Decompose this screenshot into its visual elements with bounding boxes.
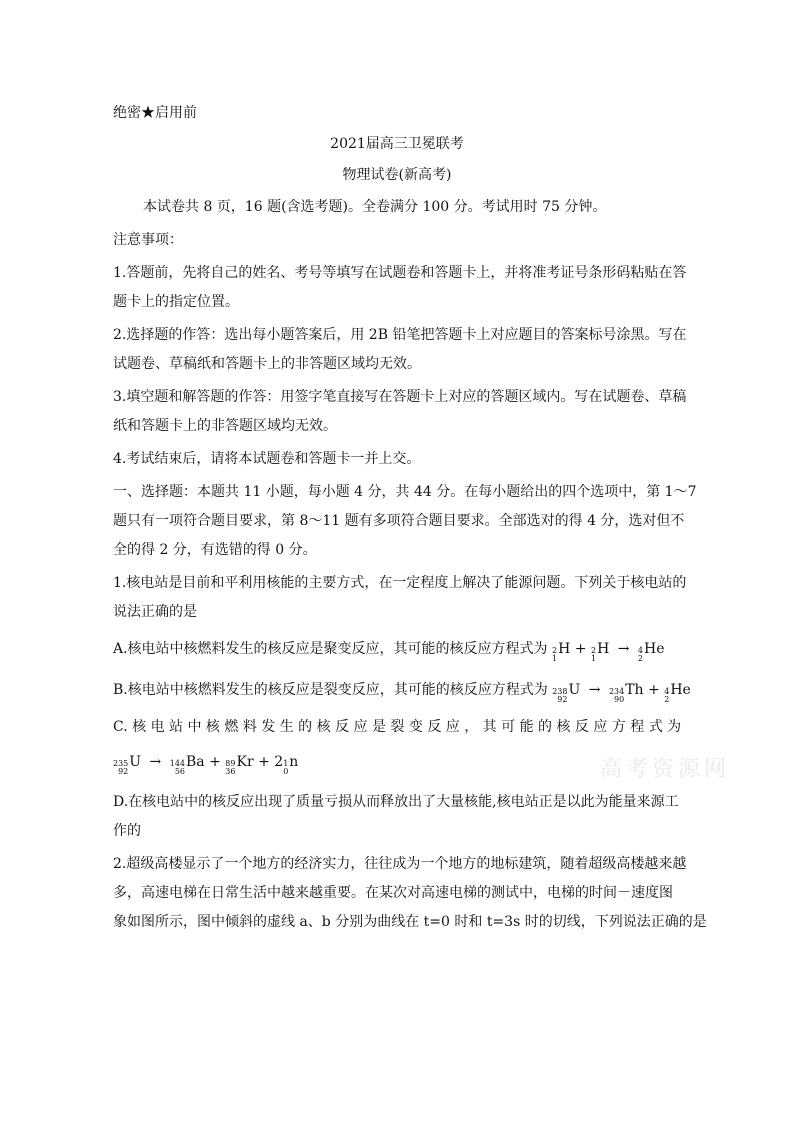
section-instruction-line-1: 一、选择题：本题共 11 小题，每小题 4 分，共 44 分。在每小题给出的四个选项中，第 1～7 [113, 484, 697, 500]
q1-stem-line-1: 1.核电站是目前和平利用核能的主要方式，在一定程度上解决了能源问题。下列关于核电站的 [113, 575, 687, 591]
notice-item-4: 4.考试结束后，请将本试题卷和答题卡一并上交。 [113, 451, 421, 467]
section-instruction-line-3: 全的得 2 分，有选错的得 0 分。 [113, 542, 317, 558]
q1-option-b [113, 680, 691, 704]
q1-option-a-text: A.核电站中核燃料发生的核反应是聚变反应，其可能的核反应方程式为 [113, 641, 548, 657]
notice-item-1-line-2: 题卡上的指定位置。 [113, 294, 239, 310]
q1-option-a-equation: 2 1 H + 2 1 H → 4 2 He [552, 641, 665, 663]
q2-line-2: 多，高速电梯在日常生活中越来越重要。在某次对高速电梯的测试中，电梯的时间－速度图 [113, 885, 673, 901]
section-instruction-line-2: 题只有一项符合题目要求，第 8～11 题有多项符合题目要求。全部选对的得 4 分，选对但不 [113, 513, 685, 529]
q1-option-c-equation: 235 92 U → 144 56 Ba + 89 36 Kr + 2 1 0 n [113, 754, 299, 776]
q2-line-3: 象如图所示，图中倾斜的虚线 a、b 分别为曲线在 t=0 时和 t=3s 时的切线，下列说法正确的是 [113, 914, 707, 930]
exam-title: 2021届高三卫冕联考 [330, 136, 464, 152]
confidential-label: 绝密★启用前 [113, 105, 197, 121]
notice-item-2-line-2: 试题卷、草稿纸和答题卡上的非答题区域均无效。 [113, 356, 421, 372]
exam-subtitle: 物理试卷(新高考) [342, 167, 452, 183]
notice-item-3-line-1: 3.填空题和解答题的作答：用签字笔直接写在答题卡上对应的答题区域内。写在试题卷、草稿 [113, 389, 687, 405]
q1-option-b-equation: 238 92 U → 234 90 Th + 4 2 He [552, 682, 691, 704]
notice-item-2-line-1: 2.选择题的作答：选出每小题答案后，用 2B 铅笔把答题卡上对应题目的答案标号涂黑。写在 [113, 327, 687, 343]
q1-option-a [113, 639, 681, 663]
q1-stem-line-2: 说法正确的是 [113, 604, 197, 620]
q1-option-c-text: C. 核 电 站 中 核 燃 料 发 生 的 核 反 应 是 裂 变 反 应 ， 其 可 能 的 核 反 应 方 程 式 为 [113, 719, 682, 735]
watermark: 高考资源网 [600, 757, 731, 782]
q1-option-d-line-1: D.在核电站中的核反应出现了质量亏损从而释放出了大量核能,核电站正是以此为能量来源工 [113, 794, 679, 810]
notice-heading: 注意事项： [113, 232, 183, 248]
notice-item-1-line-1: 1.答题前，先将自己的姓名、考号等填写在试题卷和答题卡上，并将准考证号条形码粘贴在答 [113, 265, 687, 281]
notice-item-3-line-2: 纸和答题卡上的非答题区域均无效。 [113, 418, 337, 434]
exam-info: 本试卷共 8 页，16 题(含选考题)。全卷满分 100 分。考试用时 75 分钟。 [143, 199, 607, 215]
q2-line-1: 2.超级高楼显示了一个地方的经济实力，往往成为一个地方的地标建筑，随着超级高楼越来越 [113, 856, 687, 872]
q1-option-d-line-2: 作的 [113, 823, 141, 839]
q1-option-b-text: B.核电站中核燃料发生的核反应是裂变反应，其可能的核反应方程式为 [113, 682, 548, 698]
